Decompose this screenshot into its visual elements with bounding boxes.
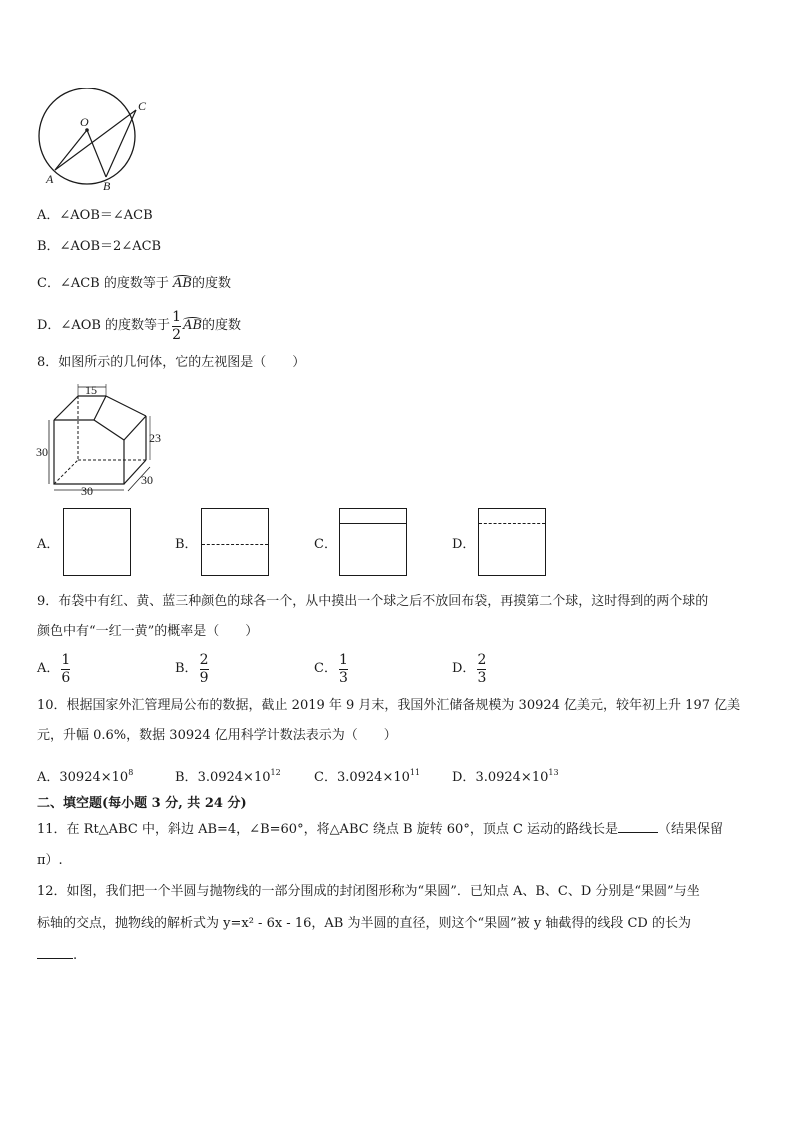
q10-line1: 10．根据国家外汇管理局公布的数据，截止 2019 年 9 月末，我国外汇储备规模为 30924 亿美元，较年初上升 197 亿美 <box>37 698 741 713</box>
q10-line2: 元，升幅 0.6%，数据 30924 亿用科学计数法表示为（ ） <box>37 728 397 743</box>
label-C: C <box>138 99 147 113</box>
section-title: 二、填空题(每小题 3 分, 共 24 分) <box>37 796 247 811</box>
fraction: $\frac{1}{6}$ <box>61 651 71 686</box>
q11-line2: π）. <box>37 853 63 868</box>
solid-figure <box>36 378 170 496</box>
q8-option-c-square <box>339 508 407 576</box>
fraction: $\frac{2}{9}$ <box>199 651 209 686</box>
q12-line3: . <box>37 948 77 964</box>
q12-line2: 标轴的交点，抛物线的解析式为 y=x² - 6x - 16，AB 为半圆的直径，则这个“果圆”被 y 轴截得的线段 CD 的长为 <box>37 916 691 931</box>
circle-figure <box>30 88 160 196</box>
label-A: A <box>46 172 54 186</box>
q7-option-c: C．∠ACB 的度数等于 AB的度数 <box>37 276 231 291</box>
q8-option-c-label: C． <box>314 537 337 552</box>
q9-option-a: A． $\frac{1}{6}$ <box>37 651 71 686</box>
dim-top: 15 <box>85 383 97 397</box>
q8-option-b-square <box>201 508 269 576</box>
dim-right: 23 <box>149 431 161 445</box>
arc-ab: AB <box>183 318 203 333</box>
label-B: B <box>103 179 111 193</box>
q7-option-a: A．∠AOB＝∠ACB <box>37 208 153 223</box>
q10-option-d: D．$3.0924\times 10^{13}$ <box>452 768 559 785</box>
q8-option-a-square <box>63 508 131 576</box>
q12-line1: 12．如图，我们把一个半圆与抛物线的一部分围成的封闭图形称为“果圆”．已知点 A、B、C、D 分别是“果圆”与坐 <box>37 884 700 899</box>
fraction: $\frac{1}{3}$ <box>338 651 348 686</box>
answer-blank[interactable] <box>37 958 73 959</box>
q9-line2: 颜色中有“一红一黄”的概率是（ ） <box>37 624 259 639</box>
q9-option-c: C． $\frac{1}{3}$ <box>314 651 348 686</box>
q11-line1: 11．在 Rt△ABC 中，斜边 AB=4，∠B=60°，将△ABC 绕点 B 旋转 60°，顶点 C 运动的路线长是 （结果保留 <box>37 822 724 837</box>
dim-bottom: 30 <box>81 484 93 496</box>
arc-ab: AB <box>173 276 192 291</box>
answer-blank[interactable] <box>618 832 658 833</box>
dim-depth: 30 <box>141 473 153 487</box>
q7-option-b: B．∠AOB＝2∠ACB <box>37 239 162 254</box>
q9-line1: 9．布袋中有红、黄、蓝三种颜色的球各一个，从中摸出一个球之后不放回布袋，再摸第二个球，这时得到的两个球的 <box>37 594 709 609</box>
q10-option-c: C．$3.0924\times 10^{11}$ <box>314 768 421 785</box>
q8-option-b-label: B． <box>175 537 198 552</box>
q9-option-b: B． $\frac{2}{9}$ <box>175 651 209 686</box>
q8-option-a-label: A． <box>37 537 60 552</box>
q10-option-b: B．$3.0924\times 10^{12}$ <box>175 768 281 785</box>
fraction: $\frac{2}{3}$ <box>477 651 487 686</box>
fraction: $\frac{1}{2}$ <box>172 308 182 343</box>
q9-option-d: D． $\frac{2}{3}$ <box>452 651 487 686</box>
q8-option-d-label: D． <box>452 537 476 552</box>
dim-left: 30 <box>36 445 48 459</box>
label-O: O <box>80 115 89 129</box>
q8-option-d-square <box>478 508 546 576</box>
q10-option-a: A．$30924\times 10^8$ <box>37 768 134 785</box>
q8-stem: 8．如图所示的几何体，它的左视图是（ ） <box>37 355 306 370</box>
q7-option-d: D． ∠AOB 的度数等于 $\frac{1}{2}$ AB 的度数 <box>37 308 242 343</box>
